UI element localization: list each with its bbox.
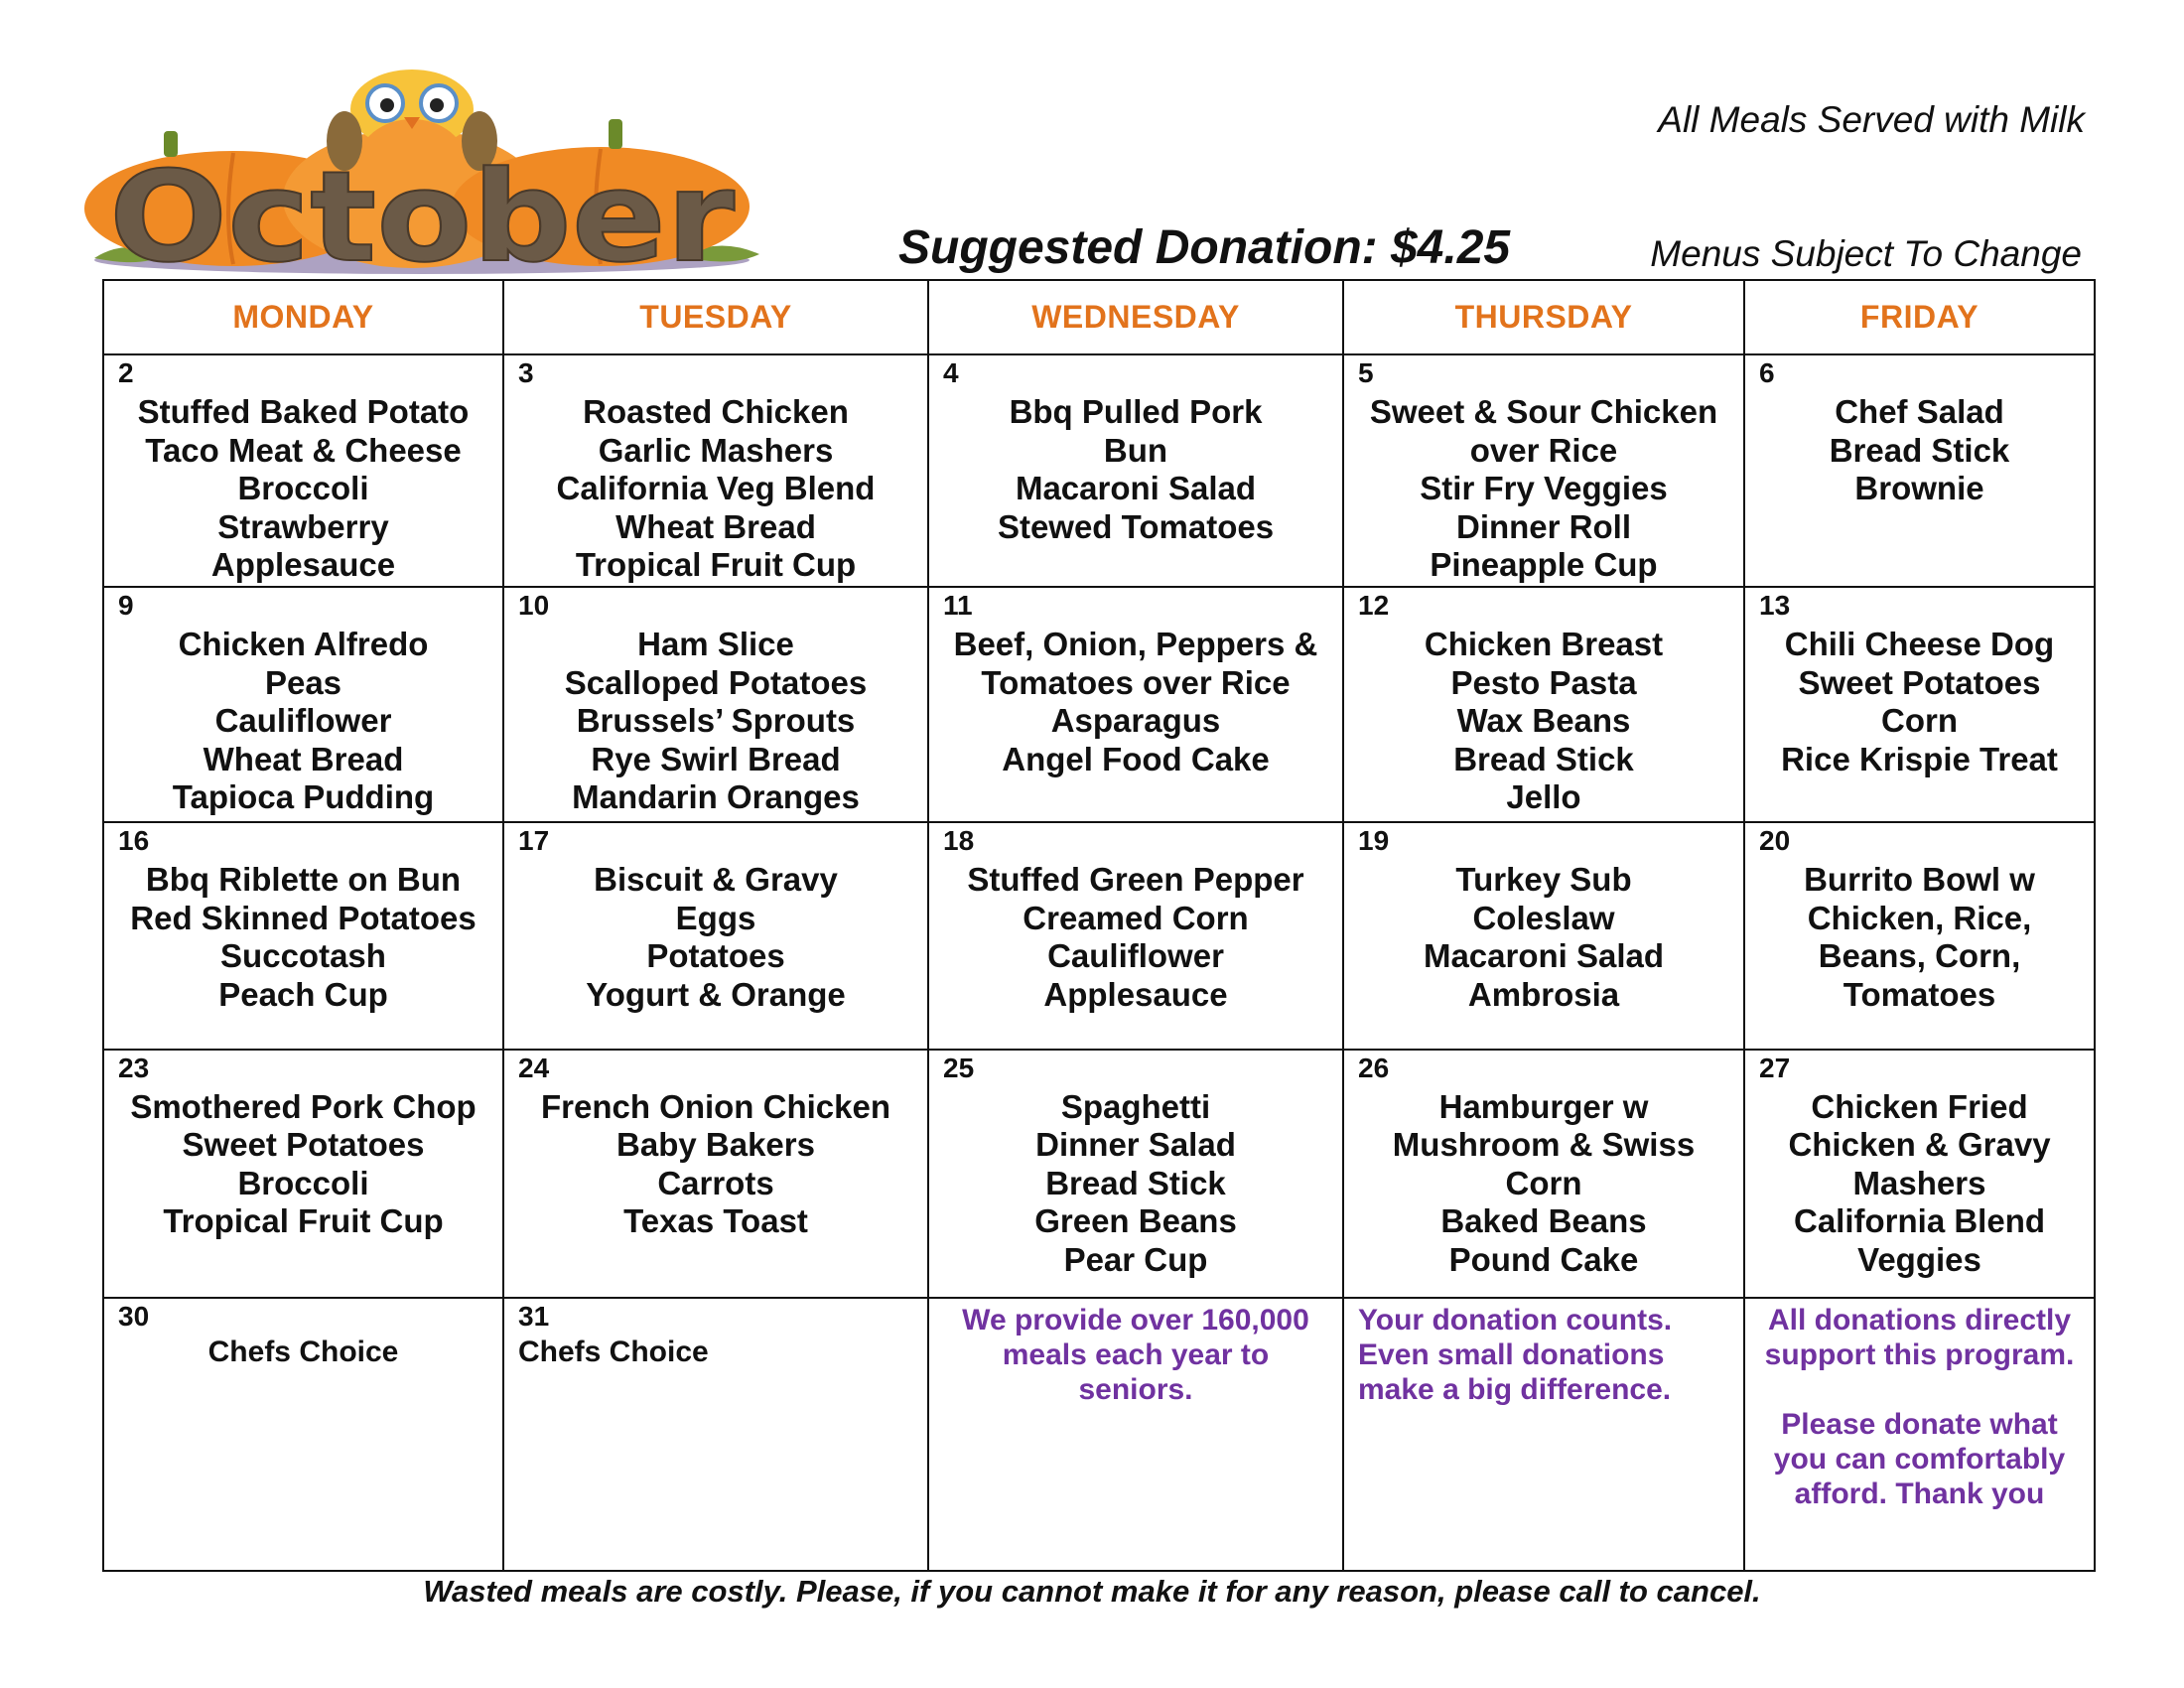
day-cell (1343, 354, 1744, 587)
program-size-message (929, 1299, 1342, 1407)
message-cell-friday (1744, 1298, 2095, 1571)
menu-item: Chef Salad (1835, 393, 2004, 430)
message-cell-wednesday (928, 1298, 1343, 1571)
october-logo (84, 70, 769, 278)
menu-item: Baked Beans (1440, 1202, 1647, 1240)
menu-item: Macaroni Salad (1015, 470, 1257, 506)
menu-items (104, 1299, 502, 1369)
day-cell (503, 822, 928, 1049)
menu-item: Bun (1103, 431, 1168, 469)
menu-item: Dinner Salad (1035, 1126, 1236, 1164)
message-line: Your donation counts. (1358, 1303, 1673, 1336)
menu-item: Baby Bakers (616, 1126, 815, 1164)
menu-item: Beef, Onion, Peppers & (953, 626, 1318, 663)
day-number: 5 (1358, 357, 1374, 388)
menu-item: Garlic Mashers (598, 431, 834, 469)
weekday-wednesday: WEDNESDAY (928, 280, 1343, 354)
menu-item: Bread Stick (1829, 431, 2010, 469)
menu-item: Chicken, Rice, (1807, 899, 2032, 936)
menu-item: Biscuit & Gravy (594, 861, 838, 899)
menu-item: Texas Toast (623, 1202, 808, 1240)
weekday-header-row (103, 280, 2095, 354)
menu-calendar (102, 279, 2096, 1572)
menu-item: Mandarin Oranges (572, 778, 860, 816)
day-number: 25 (943, 1052, 975, 1083)
menu-item: Dinner Roll (1455, 507, 1631, 545)
menu-item: Broccoli (237, 470, 369, 506)
menu-item: French Onion Chicken (540, 1087, 891, 1125)
menu-item: Cauliflower (214, 702, 392, 740)
week-row-5 (103, 1298, 2095, 1571)
day-cell (1744, 354, 2095, 587)
menu-item: Green Beans (1034, 1202, 1237, 1240)
menu-item: Chefs Choice (518, 1335, 709, 1368)
day-number: 11 (943, 590, 973, 622)
menu-item: Tropical Fruit Cup (163, 1202, 444, 1240)
day-cell (103, 587, 503, 822)
menu-item: Creamed Corn (1023, 899, 1249, 936)
menu-item: Mushroom & Swiss (1392, 1126, 1696, 1164)
day-cell (503, 1298, 928, 1571)
menu-item: Brussels’ Sprouts (576, 702, 856, 740)
menu-items (504, 1051, 927, 1241)
cancel-notice: Wasted meals are costly. Please, if you cannot make it for any reason, please call to cancel. (423, 1574, 1761, 1609)
menu-items (929, 355, 1342, 546)
message-line: seniors. (1078, 1372, 1193, 1406)
day-cell (1744, 1050, 2095, 1298)
menu-item: Carrots (657, 1164, 774, 1201)
menu-item: Jello (1506, 778, 1581, 816)
menu-item: Applesauce (1043, 975, 1228, 1013)
menu-item: Pesto Pasta (1450, 663, 1637, 701)
day-cell (1744, 587, 2095, 822)
menu-item: Chicken Breast (1424, 626, 1664, 663)
menu-items (1344, 355, 1743, 585)
day-cell (1343, 1050, 1744, 1298)
menu-items (504, 1299, 927, 1369)
menu-items (929, 1051, 1342, 1280)
menus-change-note: Menus Subject To Change (1650, 233, 2082, 274)
menu-item: California Veg Blend (556, 470, 876, 506)
day-cell (1744, 822, 2095, 1049)
menu-item: Angel Food Cake (1002, 740, 1270, 777)
menu-item: Tomatoes (1843, 975, 1996, 1013)
message-line: All donations directly (1767, 1303, 2072, 1336)
week-row-1 (103, 354, 2095, 587)
menu-items (104, 588, 502, 817)
month-title: October (109, 144, 735, 278)
menu-item: Veggies (1857, 1240, 1981, 1278)
menu-item: Tapioca Pudding (172, 778, 435, 816)
message-line: Please donate what (1781, 1407, 2058, 1441)
menu-item: Chili Cheese Dog (1784, 626, 2055, 663)
day-cell (928, 354, 1343, 587)
menu-item: Stuffed Baked Potato (137, 393, 470, 430)
menu-item: Wax Beans (1456, 702, 1631, 740)
menu-item: Pound Cake (1448, 1240, 1639, 1278)
day-number: 10 (518, 590, 550, 622)
menu-item: Red Skinned Potatoes (130, 899, 477, 936)
menu-items (1344, 823, 1743, 1014)
menu-item: Stewed Tomatoes (997, 507, 1275, 545)
menu-items (929, 588, 1342, 778)
week-row-3 (103, 822, 2095, 1049)
menu-item: Roasted Chicken (583, 393, 849, 430)
menu-item: Sweet Potatoes (1798, 663, 2041, 701)
menu-item: Scalloped Potatoes (564, 663, 868, 701)
menu-item: Strawberry (217, 507, 389, 545)
menu-item: Tropical Fruit Cup (575, 546, 857, 583)
menu-items (104, 355, 502, 585)
suggested-donation: Suggested Donation: $4.25 (898, 221, 1511, 274)
menu-item: Corn (1505, 1164, 1582, 1201)
message-line: Even small donations (1358, 1337, 1665, 1371)
day-cell (503, 354, 928, 587)
day-cell (103, 354, 503, 587)
menu-item: Corn (1881, 702, 1958, 740)
day-number: 19 (1358, 825, 1390, 857)
day-number: 30 (118, 1300, 150, 1332)
menu-item: Peach Cup (218, 975, 388, 1013)
donation-support-message (1745, 1299, 2094, 1511)
day-cell (503, 1050, 928, 1298)
menu-item: Cauliflower (1047, 937, 1224, 975)
menu-items (104, 1051, 502, 1241)
menu-items (1344, 1051, 1743, 1280)
menu-items (1745, 823, 2094, 1014)
menu-item: Peas (264, 663, 342, 701)
day-cell (103, 1298, 503, 1571)
menu-item: Chicken & Gravy (1788, 1126, 2051, 1164)
menu-item: California Blend (1793, 1202, 2046, 1240)
menu-item: Bread Stick (1453, 740, 1634, 777)
menu-item: Stuffed Green Pepper (967, 861, 1304, 899)
menu-item: over Rice (1469, 431, 1618, 469)
menu-items (1745, 1051, 2094, 1280)
menu-item: Tomatoes over Rice (981, 663, 1291, 701)
day-cell (928, 587, 1343, 822)
menu-item: Yogurt & Orange (586, 975, 846, 1013)
day-number: 16 (118, 825, 150, 857)
menu-item: Asparagus (1050, 702, 1221, 740)
menu-item: Spaghetti (1060, 1087, 1211, 1125)
menu-items (104, 823, 502, 1014)
day-cell (928, 822, 1343, 1049)
menu-item: Wheat Bread (615, 507, 816, 545)
menu-item: Burrito Bowl w (1804, 861, 2035, 899)
menu-item: Sweet & Sour Chicken (1369, 393, 1718, 430)
menu-items (1344, 588, 1743, 817)
menu-item: Rice Krispie Treat (1781, 740, 2058, 777)
day-cell (103, 822, 503, 1049)
message-line: meals each year to (1002, 1337, 1270, 1371)
menu-item: Applesauce (210, 546, 396, 583)
menu-item: Bbq Riblette on Bun (145, 861, 462, 899)
menu-item: Brownie (1854, 470, 1984, 506)
message-line: you can comfortably (1773, 1442, 2066, 1476)
day-number: 3 (518, 357, 534, 388)
day-number: 9 (118, 590, 134, 622)
message-line: make a big difference. (1358, 1372, 1672, 1406)
menu-item: Ham Slice (637, 626, 794, 663)
weekday-thursday: THURSDAY (1343, 280, 1744, 354)
menu-item: Hamburger w (1438, 1087, 1649, 1125)
menu-items (504, 355, 927, 585)
menu-items (504, 823, 927, 1014)
menu-item: Bbq Pulled Pork (1009, 393, 1263, 430)
day-number: 26 (1358, 1052, 1390, 1083)
menu-item: Broccoli (237, 1164, 369, 1201)
menu-items (504, 588, 927, 817)
menu-item: Eggs (675, 899, 756, 936)
day-cell (1343, 822, 1744, 1049)
day-number: 17 (518, 825, 550, 857)
menu-item: Chefs Choice (207, 1335, 399, 1368)
menu-item: Sweet Potatoes (182, 1126, 425, 1164)
week-row-4 (103, 1050, 2095, 1298)
menu-item: Potatoes (646, 937, 785, 975)
day-number: 24 (518, 1052, 550, 1083)
pumpkin-owl-illustration (84, 70, 769, 278)
meals-served-note: All Meals Served with Milk (1658, 99, 2085, 140)
weekday-friday: FRIDAY (1744, 280, 2095, 354)
donation-counts-message (1344, 1299, 1743, 1407)
menu-item: Chicken Alfredo (178, 626, 429, 663)
menu-item: Mashers (1852, 1164, 1986, 1201)
menu-item: Pineapple Cup (1430, 546, 1658, 583)
menu-item: Succotash (220, 937, 386, 975)
menu-item: Chicken Fried (1811, 1087, 2028, 1125)
day-cell (103, 1050, 503, 1298)
day-number: 20 (1759, 825, 1791, 857)
day-number: 12 (1358, 590, 1390, 622)
menu-item: Taco Meat & Cheese (145, 431, 462, 469)
menu-item: Smothered Pork Chop (130, 1087, 477, 1125)
day-number: 18 (943, 825, 975, 857)
menu-item: Macaroni Salad (1423, 937, 1665, 975)
day-number: 31 (518, 1300, 550, 1332)
weekday-tuesday: TUESDAY (503, 280, 928, 354)
menu-item: Turkey Sub (1455, 861, 1632, 899)
menu-item: Bread Stick (1045, 1164, 1226, 1201)
week-row-2 (103, 587, 2095, 822)
message-line: afford. Thank you (1794, 1477, 2045, 1510)
menu-item: Ambrosia (1467, 975, 1620, 1013)
weekday-monday: MONDAY (103, 280, 503, 354)
message-cell-thursday (1343, 1298, 1744, 1571)
message-line: support this program. (1764, 1337, 2075, 1371)
menu-item: Coleslaw (1472, 899, 1615, 936)
message-line: We provide over 160,000 (962, 1303, 1309, 1336)
day-number: 23 (118, 1052, 150, 1083)
day-number: 6 (1759, 357, 1775, 388)
menu-item: Pear Cup (1063, 1240, 1208, 1278)
day-number: 4 (943, 357, 959, 388)
menu-item: Beans, Corn, (1818, 937, 2021, 975)
day-cell (1343, 587, 1744, 822)
day-cell (928, 1050, 1343, 1298)
day-number: 2 (118, 357, 134, 388)
menu-items (1745, 355, 2094, 508)
menu-items (929, 823, 1342, 1014)
menu-item: Wheat Bread (203, 740, 404, 777)
menu-items (1745, 588, 2094, 778)
day-number: 27 (1759, 1052, 1791, 1083)
menu-item: Rye Swirl Bread (591, 740, 841, 777)
day-cell (503, 587, 928, 822)
menu-item: Stir Fry Veggies (1420, 470, 1668, 506)
day-number: 13 (1759, 590, 1791, 622)
